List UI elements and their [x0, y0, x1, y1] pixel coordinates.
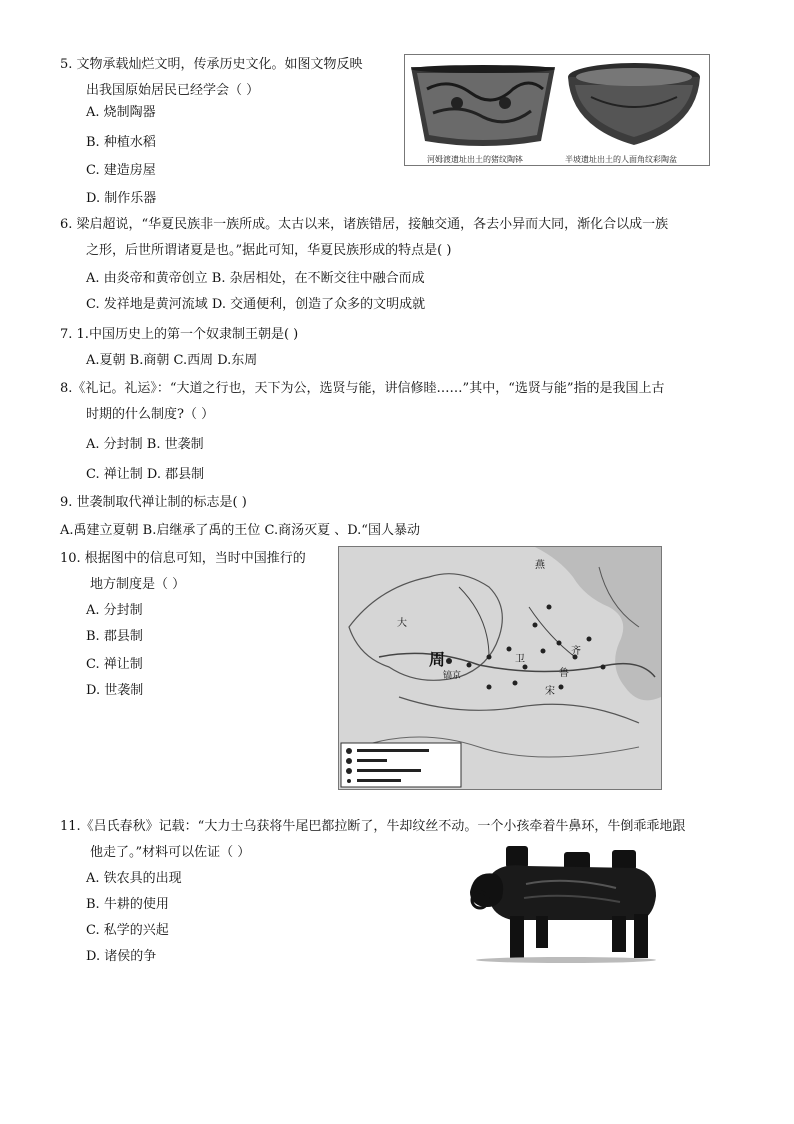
q8-options-row2[interactable]: C. 禅让制 D. 郡县制 [86, 467, 205, 482]
q8-options-row1[interactable]: A. 分封制 B. 世袭制 [86, 437, 204, 452]
map-label-haojing: 镐京 [443, 671, 462, 681]
q5-stem-line2: 出我国原始居民已经学会（ ） [86, 83, 260, 98]
bronze-ox-zun-image [466, 840, 662, 964]
map-label-wei: 卫 [515, 654, 525, 665]
map-label-qi: 齐 [571, 646, 581, 657]
map-label-song: 宋 [545, 686, 555, 697]
q10-stem-line1: 10. 根据图中的信息可知，当时中国推行的 [60, 551, 306, 566]
q6-options-row2[interactable]: C. 发祥地是黄河流域 D. 交通便利，创造了众多的文明成就 [86, 297, 426, 312]
q11-option-b[interactable]: B. 牛耕的使用 [86, 897, 169, 912]
q5-option-d[interactable]: D. 制作乐器 [86, 191, 157, 206]
q11-option-a[interactable]: A. 铁农具的出现 [86, 871, 182, 886]
q6-stem-line2: 之形，后世所谓诸夏是也。”据此可知，华夏民族形成的特点是( ) [86, 243, 452, 258]
q11-stem-line2: 他走了。”材料可以佐证（ ） [90, 845, 251, 860]
q5-stem-line1: 5. 文物承载灿烂文明，传承历史文化。如图文物反映 [60, 57, 363, 72]
map-label-zhou: 周 [429, 650, 446, 669]
q7-options[interactable]: A.夏朝 B.商朝 C.西周 D.东周 [86, 353, 258, 368]
q6-stem-line1: 6. 梁启超说，“华夏民族非一族所成。太古以来，诸族错居，接触交通，各去小异而大同，渐化合以成一族 [60, 217, 669, 232]
q9-stem: 9. 世袭制取代禅让制的标志是( ) [60, 495, 247, 510]
western-zhou-map [338, 546, 662, 790]
q10-option-d[interactable]: D. 世袭制 [86, 683, 144, 698]
map-label-yan: 燕 [535, 560, 545, 571]
q10-option-a[interactable]: A. 分封制 [86, 603, 143, 618]
human-face-pottery-basin-image [561, 57, 707, 151]
q7-stem: 7. 1.中国历史上的第一个奴隶制王朝是( ) [60, 327, 299, 342]
q11-option-c[interactable]: C. 私学的兴起 [86, 923, 169, 938]
q10-option-b[interactable]: B. 郡县制 [86, 629, 143, 644]
q5-option-a[interactable]: A. 烧制陶器 [86, 105, 156, 120]
map-label-dali: 大 [397, 618, 407, 629]
q5-option-c[interactable]: C. 建造房屋 [86, 163, 156, 178]
q10-stem-line2: 地方制度是（ ） [90, 577, 186, 592]
pig-pattern-bowl-image [409, 59, 557, 151]
q8-stem-line1: 8.《礼记。礼运》：“大道之行也，天下为公，选贤与能，讲信修睦……”其中，“选贤与能”指的是我国上古 [60, 381, 665, 396]
face-basin-caption: 半坡遗址出土的人面角纹彩陶盆 [565, 155, 677, 164]
pig-bowl-caption: 河姆渡遗址出土的猪纹陶钵 [427, 155, 523, 164]
q9-options[interactable]: A.禹建立夏朝 B.启继承了禹的王位 C.商汤灭夏 、D.“国人暴动 [60, 523, 420, 538]
q6-options-row1[interactable]: A. 由炎帝和黄帝创立 B. 杂居相处，在不断交往中融合而成 [86, 271, 425, 286]
q11-option-d[interactable]: D. 诸侯的争 [86, 949, 157, 964]
q11-stem-line1: 11.《吕氏春秋》记载：“大力士乌获将牛尾巴都拉断了，牛却纹丝不动。一个小孩牵着牛鼻环，牛倒乖乖地跟 [60, 819, 686, 834]
map-label-lu: 鲁 [559, 668, 569, 679]
q8-stem-line2: 时期的什么制度?（ ） [86, 407, 215, 422]
q10-option-c[interactable]: C. 禅让制 [86, 657, 143, 672]
q5-artifacts-figure [404, 54, 710, 166]
q5-option-b[interactable]: B. 种植水稻 [86, 135, 156, 150]
